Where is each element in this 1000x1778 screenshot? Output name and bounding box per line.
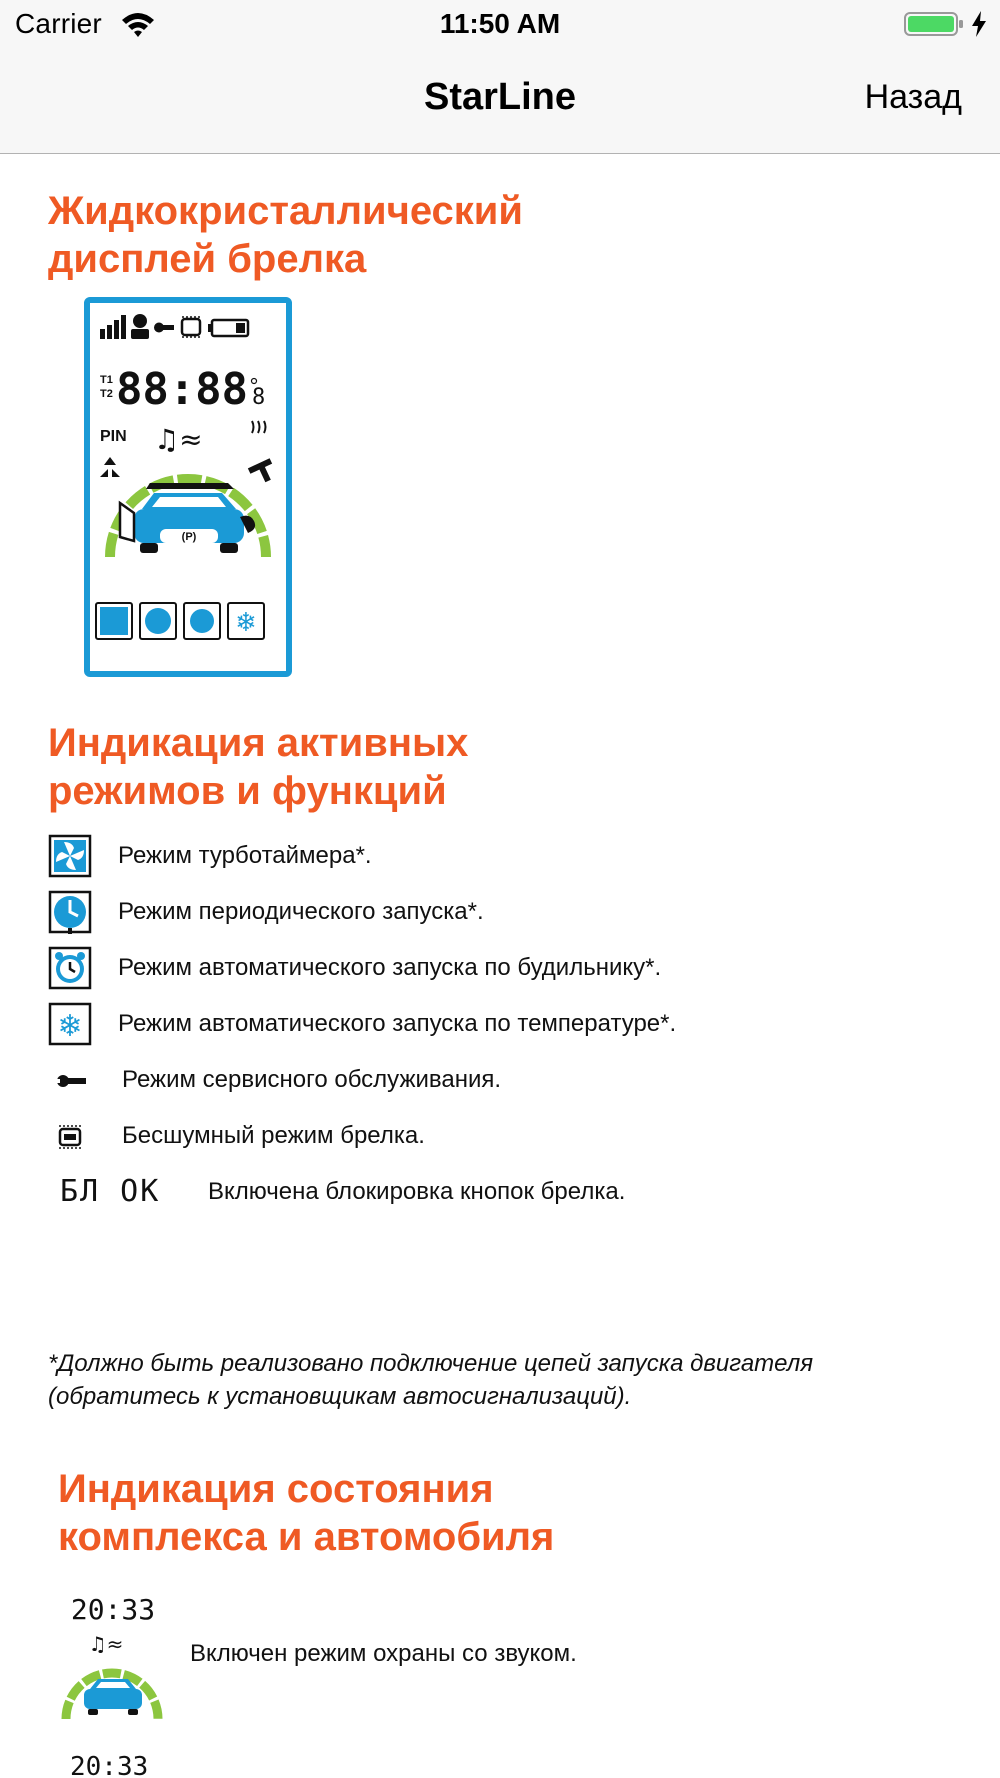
list-item (48, 1170, 948, 1214)
back-button[interactable]: Назад (864, 78, 962, 116)
fob-lcd-display (84, 297, 292, 677)
modes-section-title (48, 719, 468, 815)
battery-icon (904, 10, 964, 38)
periodic-start-icon (48, 890, 92, 934)
svg-text:❄: ❄ (235, 608, 257, 638)
status-bar (0, 0, 1000, 50)
alarm-clock-icon (48, 946, 92, 990)
content-scroll[interactable] (0, 155, 1000, 1778)
list-item (48, 946, 948, 990)
list-item-text: Режим автоматического запуска по будильнику*. (118, 954, 662, 981)
driver-icon (131, 314, 149, 339)
svg-text:T1: T1 (100, 374, 113, 386)
display-section-title (48, 187, 523, 283)
state-title-line1: Индикация состояния (58, 1467, 494, 1511)
armed-sound-indicator (58, 1585, 168, 1735)
svg-text:♫≈: ♫≈ (154, 423, 203, 456)
list-item (48, 890, 948, 934)
svg-text:(P): (P) (181, 531, 197, 543)
list-item (48, 834, 948, 878)
svg-text:PIN: PIN (100, 428, 127, 445)
snowflake-icon (48, 1002, 92, 1046)
footnote-line2: (обратитесь к установщикам автосигнализаций). (48, 1383, 632, 1410)
silent-fob-icon (48, 1114, 92, 1158)
navigation-bar (0, 50, 1000, 154)
svg-text:8: 8 (252, 385, 266, 410)
list-item-text: Включена блокировка кнопок брелка. (208, 1178, 626, 1205)
svg-text:88:88: 88:88 (116, 364, 248, 415)
list-item (48, 1114, 948, 1158)
display-title-line2: дисплей брелка (48, 237, 367, 281)
list-item-text: Включен режим охраны со звуком. (190, 1640, 577, 1667)
state-section-title (58, 1465, 554, 1561)
list-item-text: Бесшумный режим брелка. (122, 1122, 425, 1149)
list-item-text: Режим периодического запуска*. (118, 898, 484, 925)
svg-text:♫≈: ♫≈ (88, 1632, 124, 1656)
list-item-text: Режим сервисного обслуживания. (122, 1066, 502, 1093)
svg-text:20:33: 20:33 (70, 1593, 156, 1626)
lcd-mode-icons (96, 603, 264, 639)
list-item (58, 1585, 958, 1735)
modes-title-line2: режимов и функций (48, 769, 447, 813)
svg-text:T2: T2 (100, 388, 113, 400)
heat-icon (252, 421, 266, 433)
list-item (48, 1058, 948, 1102)
state-title-line2: комплекса и автомобиля (58, 1515, 555, 1559)
footnote (48, 1347, 948, 1413)
footnote-line1: *Должно быть реализовано подключение цепей запуска двигателя (48, 1350, 814, 1377)
lcd-artwork (90, 303, 286, 671)
charging-bolt-icon (970, 10, 988, 38)
hammer-icon (248, 458, 272, 482)
turbo-timer-icon (48, 834, 92, 878)
signal-bars-icon (100, 315, 126, 339)
list-item (48, 1002, 948, 1046)
next-indicator-clock: 20:33 (70, 1752, 149, 1778)
wrench-icon (48, 1058, 92, 1102)
list-item-text: Режим турботаймера*. (118, 842, 372, 869)
silent-lcd-icon (182, 317, 200, 337)
svg-text:❄: ❄ (57, 1009, 83, 1044)
carrier-label: Carrier (15, 8, 102, 39)
shock-arrows-icon (100, 457, 120, 477)
fob-battery-icon (208, 320, 248, 336)
nav-title: StarLine (423, 76, 577, 118)
list-item-text: Режим автоматического запуска по температуре*. (118, 1010, 677, 1037)
status-time: 11:50 AM (439, 8, 561, 39)
button-lock-segments: БЛ ОК (60, 1174, 161, 1209)
wrench-lcd-icon (154, 323, 174, 333)
modes-title-line1: Индикация активных (48, 721, 469, 765)
display-title-line1: Жидкокристаллический (48, 189, 523, 233)
car-icon (84, 1679, 142, 1715)
